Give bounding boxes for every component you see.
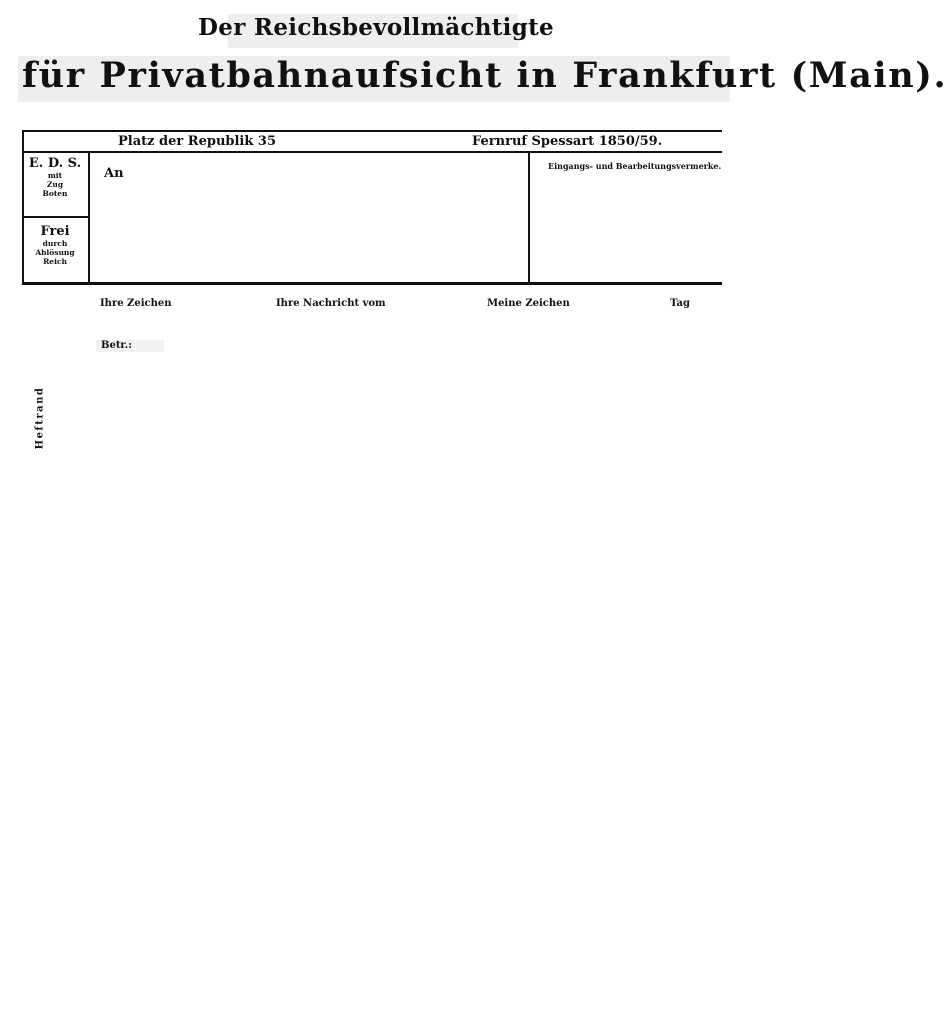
frei-label: Frei [40, 224, 70, 239]
ihre-nachricht-label: Ihre Nachricht vom [276, 298, 386, 309]
letterhead-title-line2: für Privatbahnaufsicht in Frankfurt (Main). [22, 55, 947, 96]
binding-margin-label: Heftrand [34, 386, 46, 450]
eds-line1: mit [47, 171, 63, 180]
eds-label: E. D. S. [28, 156, 82, 171]
frei-line2: Ablösung [35, 248, 75, 257]
notes-label: Eingangs- und Bearbeitungsvermerke. [548, 161, 722, 171]
letterhead-title-line1: Der Reichsbevollmächtigte [198, 14, 554, 41]
frei-box [22, 224, 88, 266]
eds-line2: Zug [46, 180, 64, 189]
meine-zeichen-label: Meine Zeichen [487, 298, 570, 309]
tag-label: Tag [670, 298, 690, 309]
frei-line1: durch [42, 239, 68, 248]
recipient-label: An [104, 166, 124, 181]
subject-label: Betr.: [101, 340, 132, 351]
eds-box [22, 156, 88, 198]
ihre-zeichen-label: Ihre Zeichen [100, 298, 172, 309]
phone-text: Fernruf Spessart 1850/59. [472, 134, 663, 149]
address-text: Platz der Republik 35 [118, 134, 276, 149]
frei-line3: Reich [43, 257, 67, 266]
eds-line3: Boten [42, 189, 68, 198]
